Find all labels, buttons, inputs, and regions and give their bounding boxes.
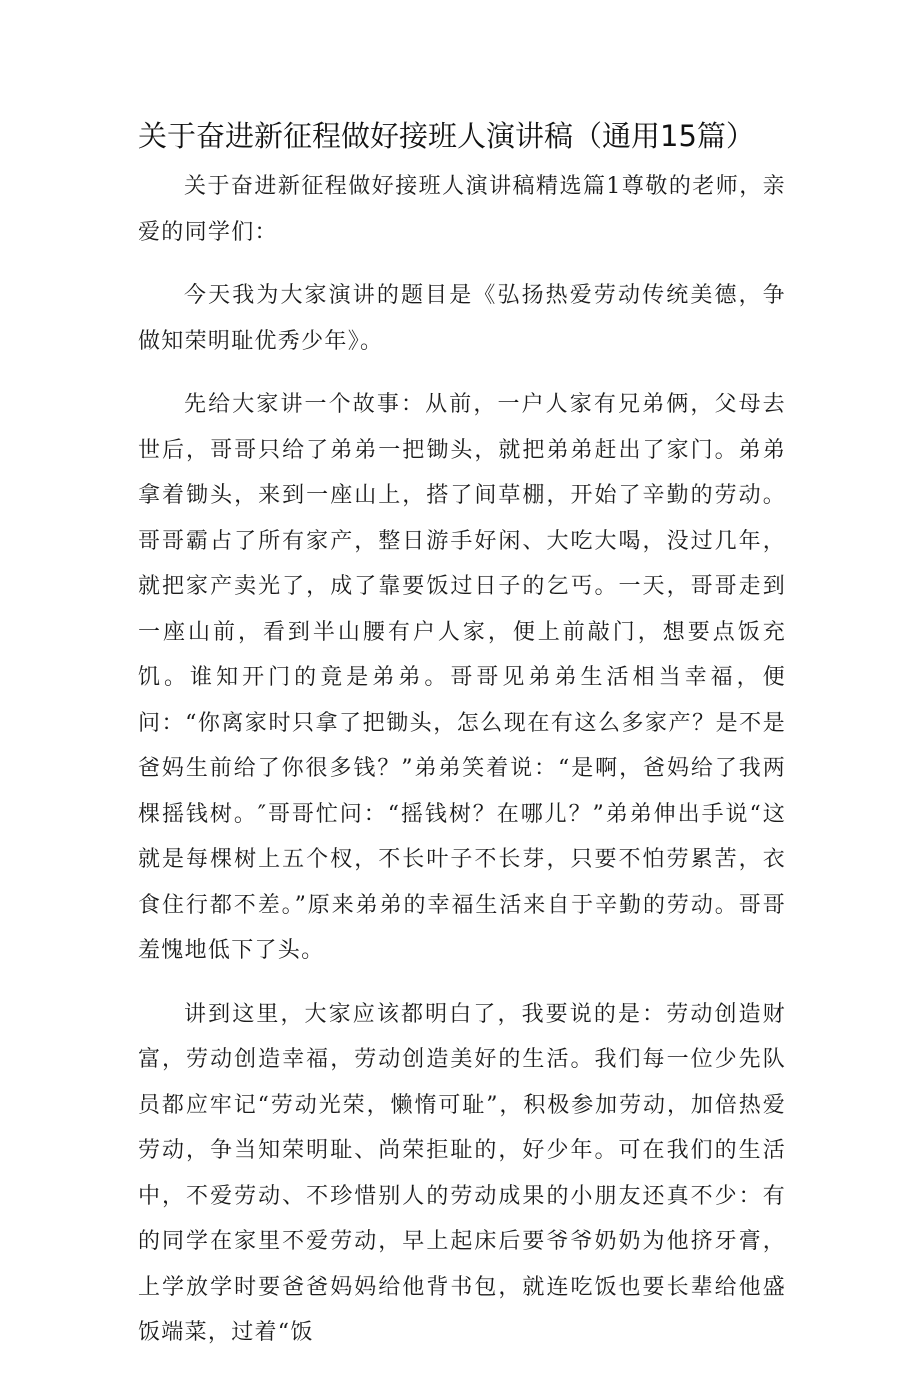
paragraph-message: 讲到这里，大家应该都明白了，我要说的是：劳动创造财富，劳动创造幸福，劳动创造美好的生活。我们每一位少先队员都应牢记“劳动光荣，懒惰可耻”，积极参加劳动，加倍热爱劳动，争当知荣明耻、尚荣拒耻的，好少年。可在我们的生活中，不爱劳动、不珍惜别人的劳动成果的小朋友还真不少：有的同学在家里不爱劳动，早上起床后要爷爷奶奶为他挤牙膏，上学放学时要爸爸妈妈给他背书包，就连吃饭也要长辈给他盛饭端菜，过着“饭 [138,1001,786,1345]
paragraph-story: 先给大家讲一个故事：从前，一户人家有兄弟俩，父母去世后，哥哥只给了弟弟一把锄头，就把弟弟赶出了家门。弟弟拿着锄头，来到一座山上，搭了间草棚，开始了辛勤的劳动。哥哥霸占了所有家产，整日游手好闲、大吃大喝，没过几年，就把家产卖光了，成了靠要饭过日子的乞丐。一天，哥哥走到一座山前，看到半山腰有户人家，便上前敲门，想要点饭充饥。谁知开门的竟是弟弟。哥哥见弟弟生活相当幸福，便问：“你离家时只拿了把锄头，怎么现在有这么多家产？是不是爸妈生前给了你很多钱？”弟弟笑着说：“是啊，爸妈给了我两棵摇钱树。″哥哥忙问：“摇钱树？在哪儿？”弟弟伸出手说“这就是每棵树上五个杈，不长叶子不长芽，只要不怕劳累苦，衣食住行都不差。”原来弟弟的幸福生活来自于辛勤的劳动。哥哥羞愧地低下了头。 [138,392,786,963]
paragraph-speech-topic: 今天我为大家演讲的题目是《弘扬热爱劳动传统美德，争做知荣明耻优秀少年》。 [138,283,786,354]
document-title: 关于奋进新征程做好接班人演讲稿（通用15篇） [138,119,755,153]
document-body [138,164,786,1374]
paragraph-greeting: 关于奋进新征程做好接班人演讲稿精选篇1尊敬的老师，亲爱的同学们： [138,174,786,245]
